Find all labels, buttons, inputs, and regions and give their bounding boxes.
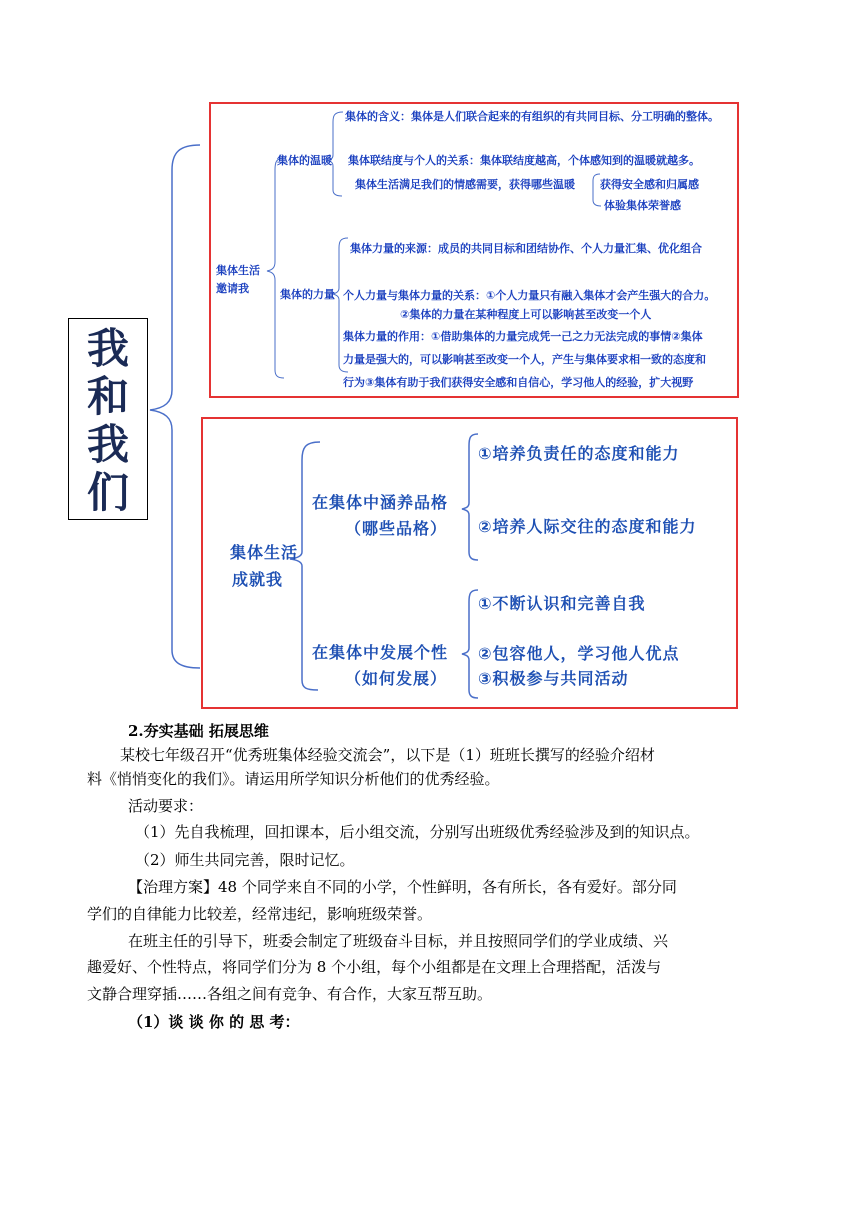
main-title-char: 我 [86,324,129,373]
personality-item: ②包容他人，学习他人优点 [478,644,680,663]
quality-item: ①培养负责任的态度和能力 [478,444,680,463]
question-prompt: （1）谈 谈 你 的 思 考： [128,1013,300,1031]
main-title-char: 和 [86,372,129,421]
section-heading: 2.夯实基础 拓展思维 [128,722,269,740]
requirement-item: （1）先自我梳理，回扣课本，后小组交流，分别写出班级优秀经验涉及到的知识点。 [135,823,700,841]
power-relation-2: ②集体的力量在某种程度上可以影响甚至改变一个人 [400,308,652,321]
cohesion-relation: 集体联结度与个人的关系：集体联结度越高，个体感知到的温暖就越多。 [348,154,700,167]
needs-item: 获得安全感和归属感 [600,178,699,191]
invite-root-label: 集体生活 邀请我 [216,264,260,295]
quality-branch-sublabel: （哪些品格） [345,519,448,538]
personality-item: ③积极参与共同活动 [478,669,629,688]
main-title-char: 我 [86,420,129,469]
collective-meaning: 集体的含义：集体是人们联合起来的有组织的有共同目标、分工明确的整体。 [345,110,719,123]
power-effect-line: 行为③集体有助于我们获得安全感和自信心，学习他人的经验，扩大视野 [343,376,694,389]
power-source: 集体力量的来源：成员的共同目标和团结协作、个人力量汇集、优化组合 [350,242,702,255]
achieve-root-label: 成就我 [232,570,284,589]
requirement-label: 活动要求： [128,797,204,815]
personality-branch-sublabel: （如何发展） [345,669,448,688]
quality-item: ②培养人际交往的态度和能力 [478,517,697,536]
power-effect-line: 力量是强大的，可以影响甚至改变一个人，产生与集体要求相一致的态度和 [343,353,706,366]
emotional-needs: 集体生活满足我们的情感需要，获得哪些温暖 [355,178,575,191]
personality-branch-label: 在集体中发展个性 [312,643,449,662]
quality-branch-label: 在集体中涵养品格 [312,493,449,512]
paragraph-line: 文静合理穿插……各组之间有竞争、有合作，大家互帮互助。 [87,985,493,1003]
main-title-box [68,318,148,520]
achieve-root-label: 集体生活 [230,543,299,562]
requirement-item: （2）师生共同完善，限时记忆。 [135,851,355,869]
paragraph-line: 学们的自律能力比较差，经常违纪，影响班级荣誉。 [87,905,433,923]
main-title-char: 们 [86,468,129,517]
needs-item: 体验集体荣誉感 [604,199,681,212]
paragraph-line: 料《悄悄变化的我们》。请运用所学知识分析他们的优秀经验。 [87,770,500,788]
personality-item: ①不断认识和完善自我 [478,594,646,613]
warmth-label: 集体的温暖 [277,154,332,167]
paragraph-line: 在班主任的引导下，班委会制定了班级奋斗目标，并且按照同学们的学业成绩、兴 [128,932,669,950]
paragraph-line: 趣爱好、个性特点，将同学们分为 8 个小组，每个小组都是在文理上合理搭配，活泼与 [87,958,662,976]
paragraph-line: 某校七年级召开“优秀班集体经验交流会”，以下是（1）班班长撰写的经验介绍材 [120,746,655,764]
power-relation-1: 个人力量与集体力量的关系：①个人力量只有融入集体才会产生强大的合力。 [343,289,716,302]
power-effect-line: 集体力量的作用：①借助集体的力量完成凭一己之力无法完成的事情②集体 [343,330,703,343]
power-label: 集体的力量 [280,288,335,301]
paragraph-line: 【治理方案】48 个同学来自不同的小学，个性鲜明，各有所长，各有爱好。部分同 [128,878,677,896]
